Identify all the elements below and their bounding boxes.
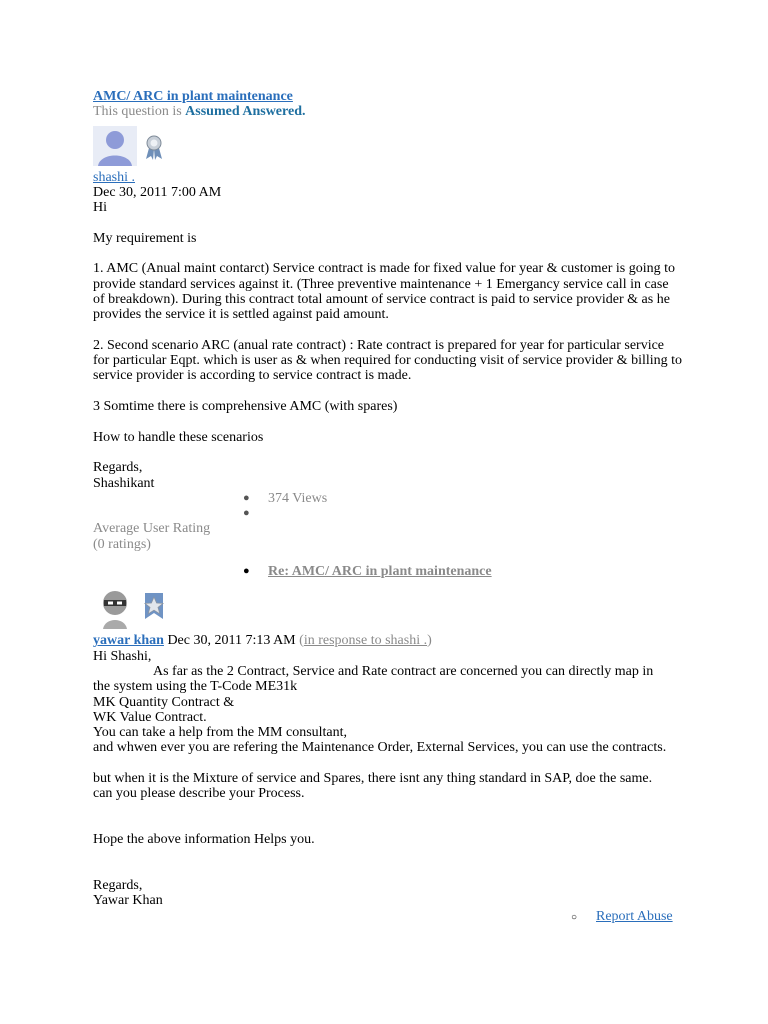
report-abuse-link[interactable]: Report Abuse [596, 908, 673, 924]
reply-line-3: the system using the T-Code ME31k [93, 679, 298, 695]
rating-label: Average User Rating [93, 521, 211, 537]
reply-line-1: Hi Shashi, [93, 648, 152, 664]
rating-count: (0 ratings) [93, 536, 151, 552]
star-badge-icon [141, 593, 167, 623]
reply-line-11: Regards, [93, 878, 143, 894]
reply-author-badges [93, 589, 683, 633]
question-greeting: Hi [93, 200, 107, 216]
report-abuse-item [93, 909, 683, 924]
bullet-icon: ● [243, 507, 250, 520]
bullet-icon: ● [243, 491, 250, 504]
reply-line-2: As far as the 2 Contract, Service and Rate contract are concerned you can directly map in [153, 663, 654, 679]
reply-title-item [93, 564, 683, 579]
reply-title-link[interactable]: Re: AMC/ ARC in plant maintenance [268, 564, 492, 580]
question-sign-regards: Regards, [93, 460, 143, 476]
question-paragraph-3: 3 Somtime there is comprehensive AMC (with spares) [93, 399, 398, 415]
reply-header [93, 633, 683, 648]
in-response-link[interactable]: in response to shashi . [303, 633, 428, 649]
circle-bullet-icon: ○ [571, 911, 578, 923]
reply-line-6: You can take a help from the MM consultant, [93, 725, 348, 741]
reply-author-link[interactable]: yawar khan [93, 633, 164, 649]
question-author-link[interactable]: shashi . [93, 169, 135, 185]
question-status [93, 104, 683, 119]
question-paragraph-4: How to handle these scenarios [93, 429, 264, 445]
question-sign-name: Shashikant [93, 475, 155, 491]
user-avatar-icon[interactable] [93, 126, 137, 166]
question-intro: My requirement is [93, 230, 197, 246]
reply-line-8: but when it is the Mixture of service and Spares, there isnt any thing standard in SAP, doe the same. [93, 770, 653, 786]
discussion-thread [93, 89, 683, 924]
views-list-item [93, 491, 683, 506]
question-paragraph-2: 2. Second scenario ARC (anual rate contract) : Rate contract is prepared for year for particular service for particular Eqpt. which is user as & when required for conducting visit of service provider & billing to service provider is according to service contract is made. [93, 337, 683, 384]
views-count: 374 Views [268, 490, 328, 506]
question-title-link[interactable]: AMC/ ARC in plant maintenance [93, 89, 293, 104]
question-author-badges [93, 126, 683, 170]
bullet-icon: ● [243, 565, 250, 578]
reply-date: Dec 30, 2011 7:13 AM [167, 633, 296, 649]
question-date: Dec 30, 2011 7:00 AM [93, 184, 222, 200]
status-prefix: This question is [93, 104, 186, 120]
ninja-avatar-icon[interactable] [99, 589, 131, 629]
reply-line-4: MK Quantity Contract & [93, 694, 235, 710]
reply-line-10: Hope the above information Helps you. [93, 832, 315, 848]
question-paragraph-1: 1. AMC (Anual maint contarct) Service contract is made for fixed value for year & customer is going to provide standard services against it. (Three preventive maintenance + 1 Emergancy service call in case of breakdown). During this contract total amount of service contract is paid to service provider & as he provides the service it is settled against paid amount. [93, 261, 675, 323]
reply-line-7: and whwen ever you are refering the Maintenance Order, External Services, you can use the contracts. [93, 740, 667, 756]
empty-list-item [93, 506, 683, 521]
reply-line-12: Yawar Khan [93, 893, 163, 909]
reply-line-9: can you please describe your Process. [93, 786, 305, 802]
in-response-close: ) [427, 633, 432, 649]
reply-line-5: WK Value Contract. [93, 709, 207, 725]
status-value: Assumed Answered. [185, 104, 306, 120]
in-response-open: ( [299, 633, 304, 649]
award-ribbon-icon [143, 134, 165, 160]
